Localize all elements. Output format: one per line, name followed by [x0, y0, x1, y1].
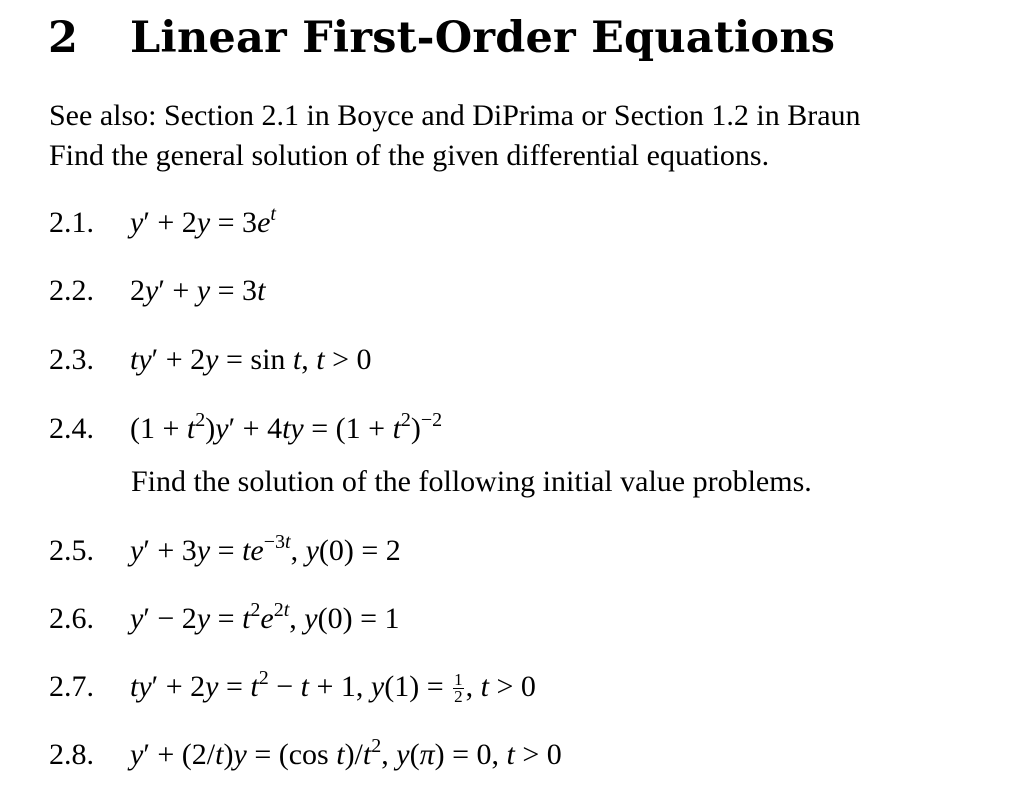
- problem-equation: ty′ + 2y = sin t, t > 0: [130, 343, 372, 376]
- section-heading: [48, 10, 835, 66]
- problem-equation: $y' + 2y = 3e^t$: [130, 203, 276, 239]
- problem-2-7: [49, 666, 536, 708]
- problem-number: 2.5.: [49, 534, 94, 567]
- problem-2-5: [49, 530, 401, 572]
- problem-2-6: [49, 598, 400, 640]
- problem-2-2: [49, 270, 265, 312]
- section-number: 2: [48, 13, 79, 63]
- problem-number: 2.4.: [49, 412, 94, 445]
- problem-number: 2.8.: [49, 738, 94, 771]
- problem-2-8: [49, 734, 562, 776]
- problem-2-4: [49, 408, 442, 450]
- problem-equation: $y' + 3y = te^{-3t}$, y(0) = 2: [130, 531, 401, 567]
- section-title: Linear First-Order Equations: [130, 13, 836, 63]
- problem-equation: $y' - 2y = t^2e^{2t}$, y(0) = 1: [130, 599, 400, 635]
- problem-equation: $ty' + 2y = t^2 - t + 1$, y(1) = $\frac{1}{2}$ , t > 0: [130, 667, 536, 706]
- problem-number: 2.2.: [49, 274, 94, 307]
- problem-number: 2.6.: [49, 602, 94, 635]
- problem-equation: y′ + (2/t)y = (cos $t)/t^2$, y(π) = 0, t > 0: [130, 735, 562, 771]
- problem-equation: $(1 + t^2)y' + 4ty = (1 + t^2)^{-2}$: [130, 409, 443, 445]
- problem-number: 2.7.: [49, 670, 94, 703]
- ivp-instruction: Find the solution of the following initial value problems.: [131, 465, 812, 498]
- problem-2-3: [49, 339, 372, 381]
- problem-number: 2.3.: [49, 343, 94, 376]
- see-also-text: See also: Section 2.1 in Boyce and DiPrima or Section 1.2 in Braun: [49, 99, 861, 132]
- problem-equation: 2y′ + y = 3t: [130, 274, 266, 307]
- problem-number: 2.1.: [49, 206, 94, 239]
- problem-2-1: [49, 202, 276, 244]
- instruction-text: Find the general solution of the given differential equations.: [49, 139, 770, 172]
